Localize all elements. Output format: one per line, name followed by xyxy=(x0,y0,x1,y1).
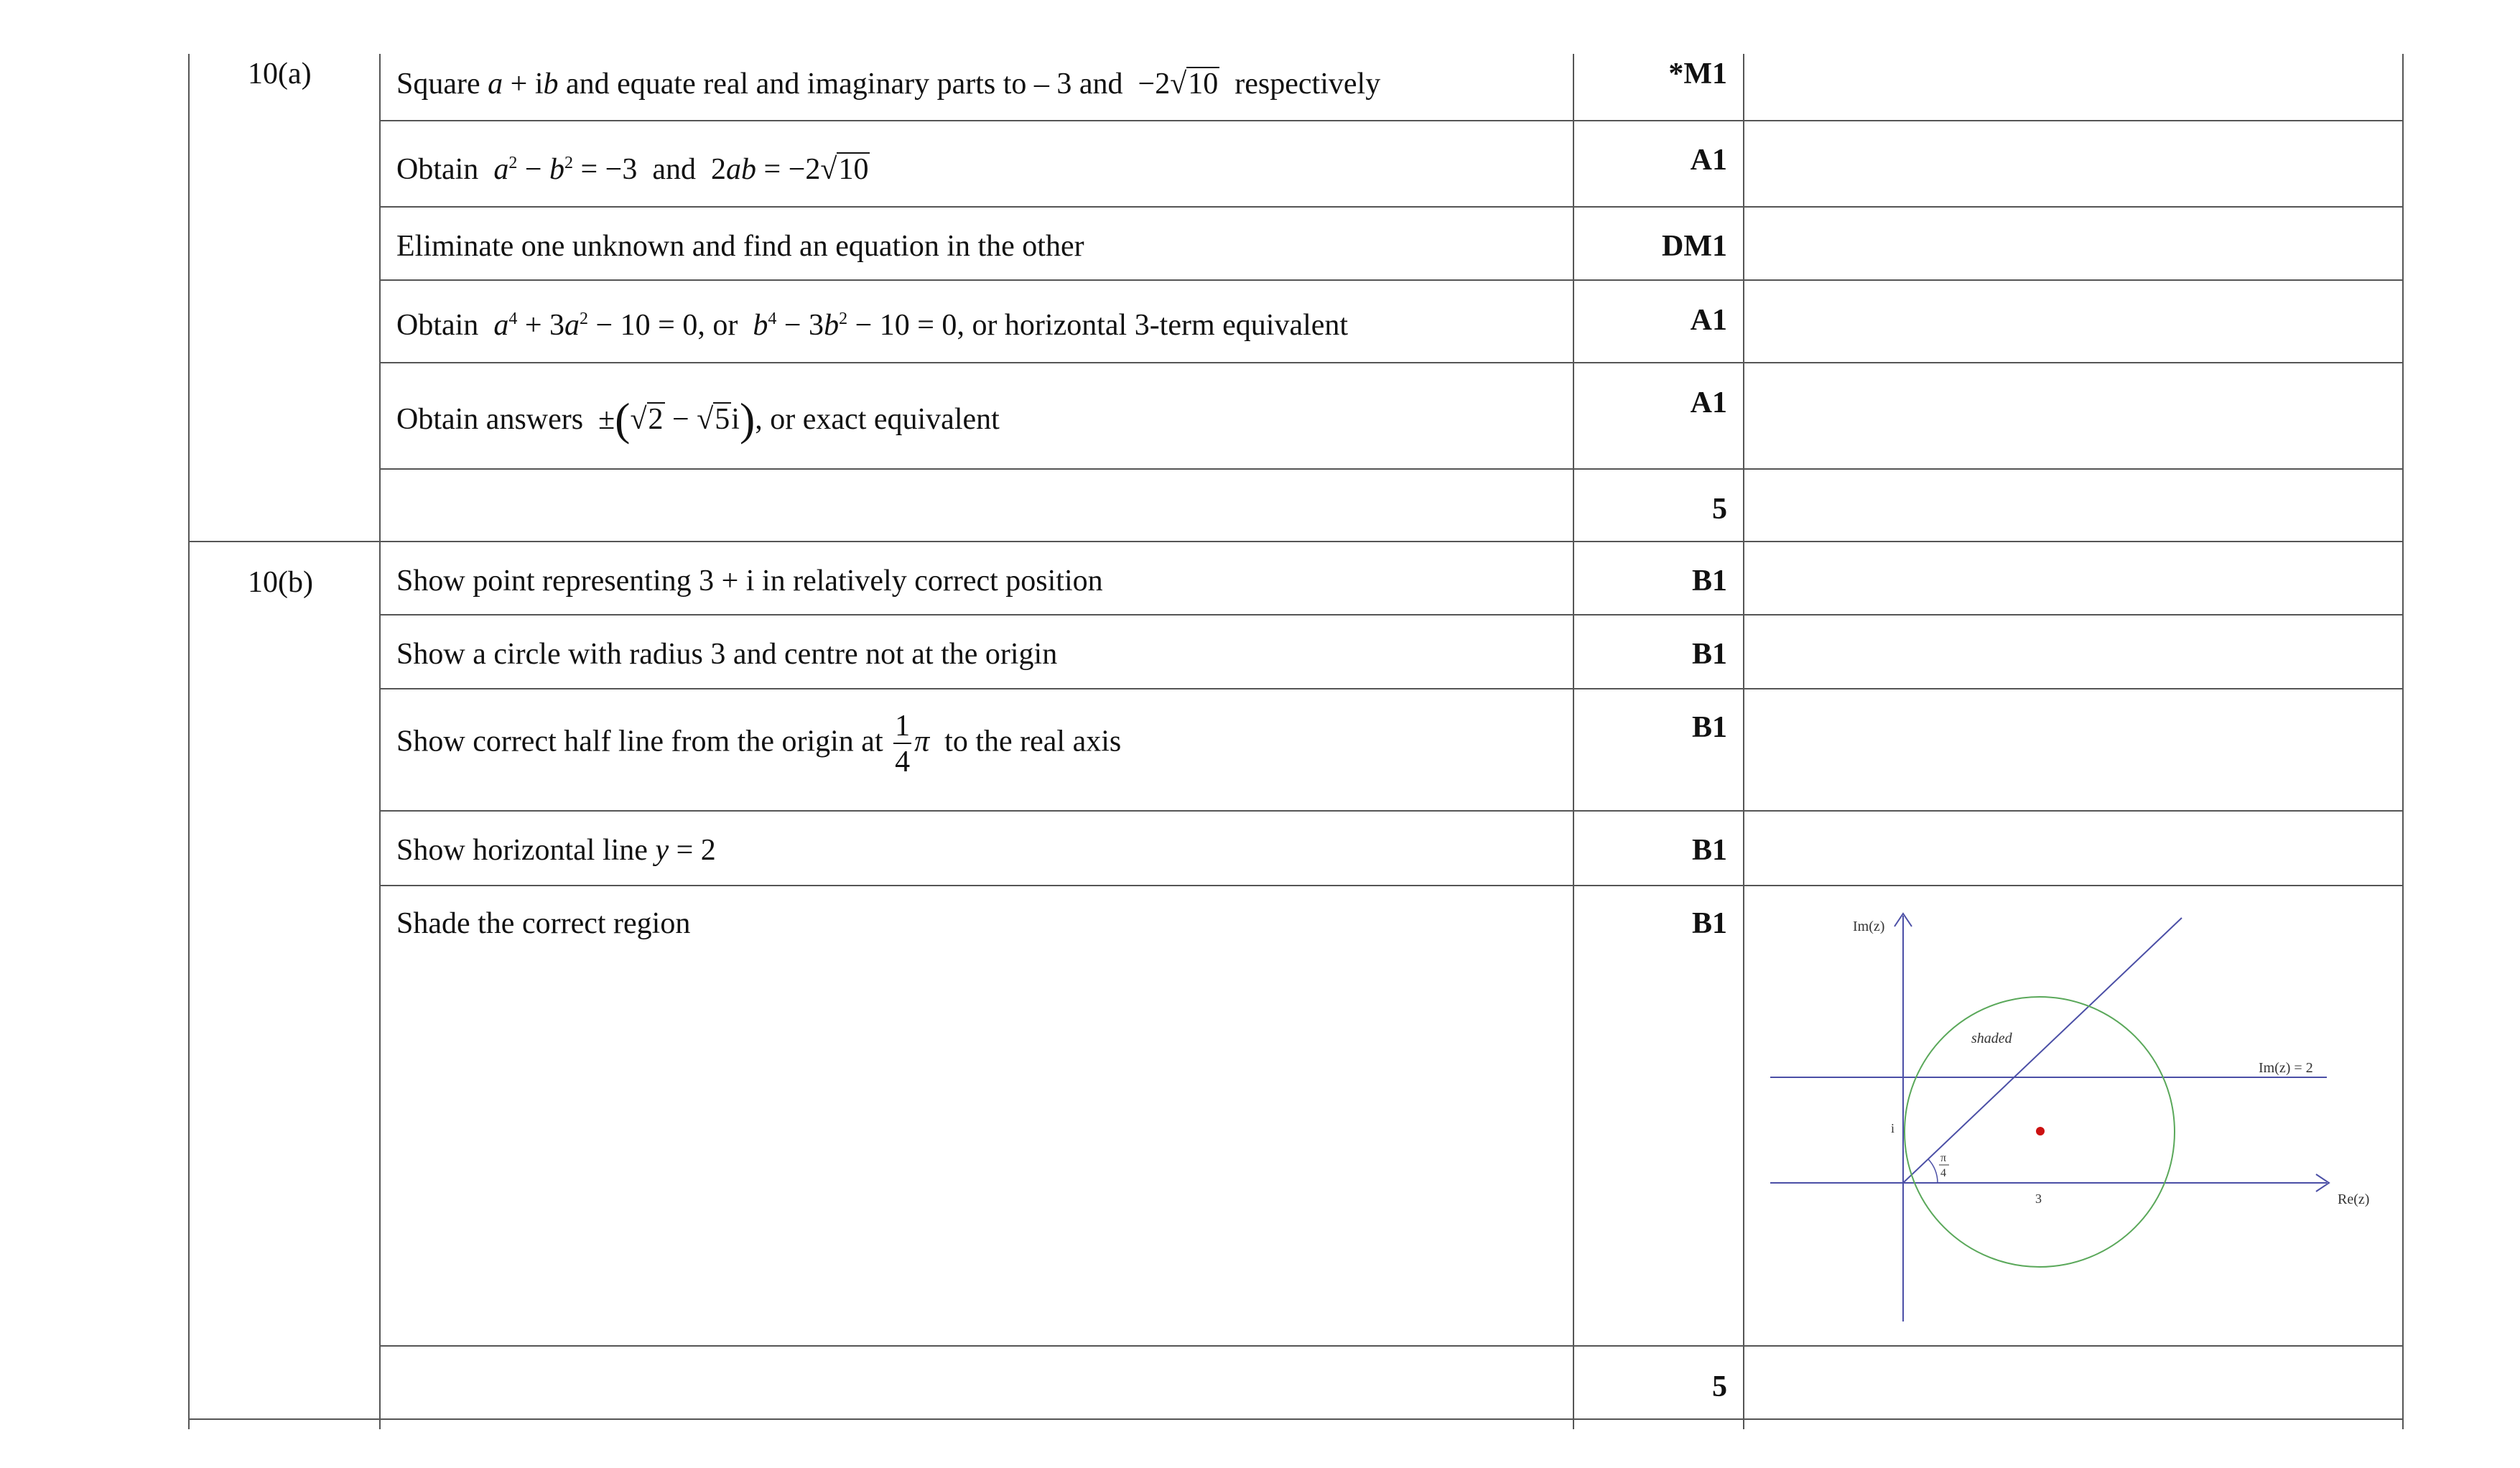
line-label: Im(z) = 2 xyxy=(2259,1060,2313,1076)
scheme-text: Shade the correct region xyxy=(396,907,691,940)
mark: A1 xyxy=(1690,304,1727,337)
mark: A1 xyxy=(1690,386,1727,419)
grid-line xyxy=(188,541,2404,542)
grid-line xyxy=(379,810,2404,812)
grid-line xyxy=(379,614,2404,615)
scheme-text: Eliminate one unknown and find an equation in the other xyxy=(396,230,1084,263)
i-label: i xyxy=(1891,1121,1895,1135)
grid-line xyxy=(188,54,190,1429)
mark: *M1 xyxy=(1668,57,1727,90)
mark-total: 5 xyxy=(1712,1370,1727,1403)
grid-line xyxy=(379,54,381,1429)
grid-line xyxy=(379,206,2404,208)
grid-line xyxy=(379,885,2404,886)
question-number: 10(b) xyxy=(248,566,313,599)
grid-line xyxy=(379,362,2404,363)
scheme-text: Obtain $a^2 - b^2 = -3$ and 2ab = −2√10 xyxy=(396,153,869,186)
mark: DM1 xyxy=(1662,230,1727,263)
scheme-text: Show a circle with radius 3 and centre not at the origin xyxy=(396,638,1058,671)
grid-line xyxy=(379,468,2404,470)
scheme-text: Show correct half line from the origin at $\frac{1}{4}$ π to the real axis xyxy=(396,710,1122,779)
scheme-text: Obtain $a^4 + 3a^2 - 10 = 0$, or $b^4 - 3b^2 - 10 = 0$, or horizontal 3-term equivalent xyxy=(396,309,1349,342)
three-label: 3 xyxy=(2035,1191,2042,1206)
shaded-label: shaded xyxy=(1971,1031,2012,1046)
grid-line xyxy=(1573,54,1574,1429)
mark: B1 xyxy=(1691,907,1727,940)
grid-line xyxy=(1743,54,1744,1429)
scheme-text: Show point representing 3 + i in relatively correct position xyxy=(396,565,1103,598)
grid-line xyxy=(379,1345,2404,1347)
mark: B1 xyxy=(1691,834,1727,867)
grid-line xyxy=(379,279,2404,281)
grid-line xyxy=(188,1418,2404,1420)
scheme-text: Square a + ib and equate real and imaginary parts to – 3 and −2√10 respectively xyxy=(396,68,1381,101)
argand-diagram xyxy=(1752,898,2413,1343)
scheme-text: Obtain answers ±(√2 − √5i), or exact equivalent xyxy=(396,394,1000,445)
question-number: 10(a) xyxy=(248,57,312,90)
angle-arc xyxy=(1928,1159,1938,1183)
angle-label-den: 4 xyxy=(1940,1167,1946,1179)
grid-line xyxy=(379,688,2404,689)
grid-line xyxy=(379,120,2404,121)
re-axis-label: Re(z) xyxy=(2338,1191,2370,1207)
half-line xyxy=(1903,918,2182,1183)
angle-label-num: π xyxy=(1940,1152,1947,1164)
mark: A1 xyxy=(1690,144,1727,177)
mark: B1 xyxy=(1691,638,1727,671)
im-axis-label: Im(z) xyxy=(1853,919,1885,934)
centre-point xyxy=(2036,1127,2045,1135)
mark: B1 xyxy=(1691,565,1727,598)
mark-total: 5 xyxy=(1712,493,1727,526)
mark: B1 xyxy=(1691,711,1727,744)
scheme-text: Show horizontal line y = 2 xyxy=(396,834,716,867)
